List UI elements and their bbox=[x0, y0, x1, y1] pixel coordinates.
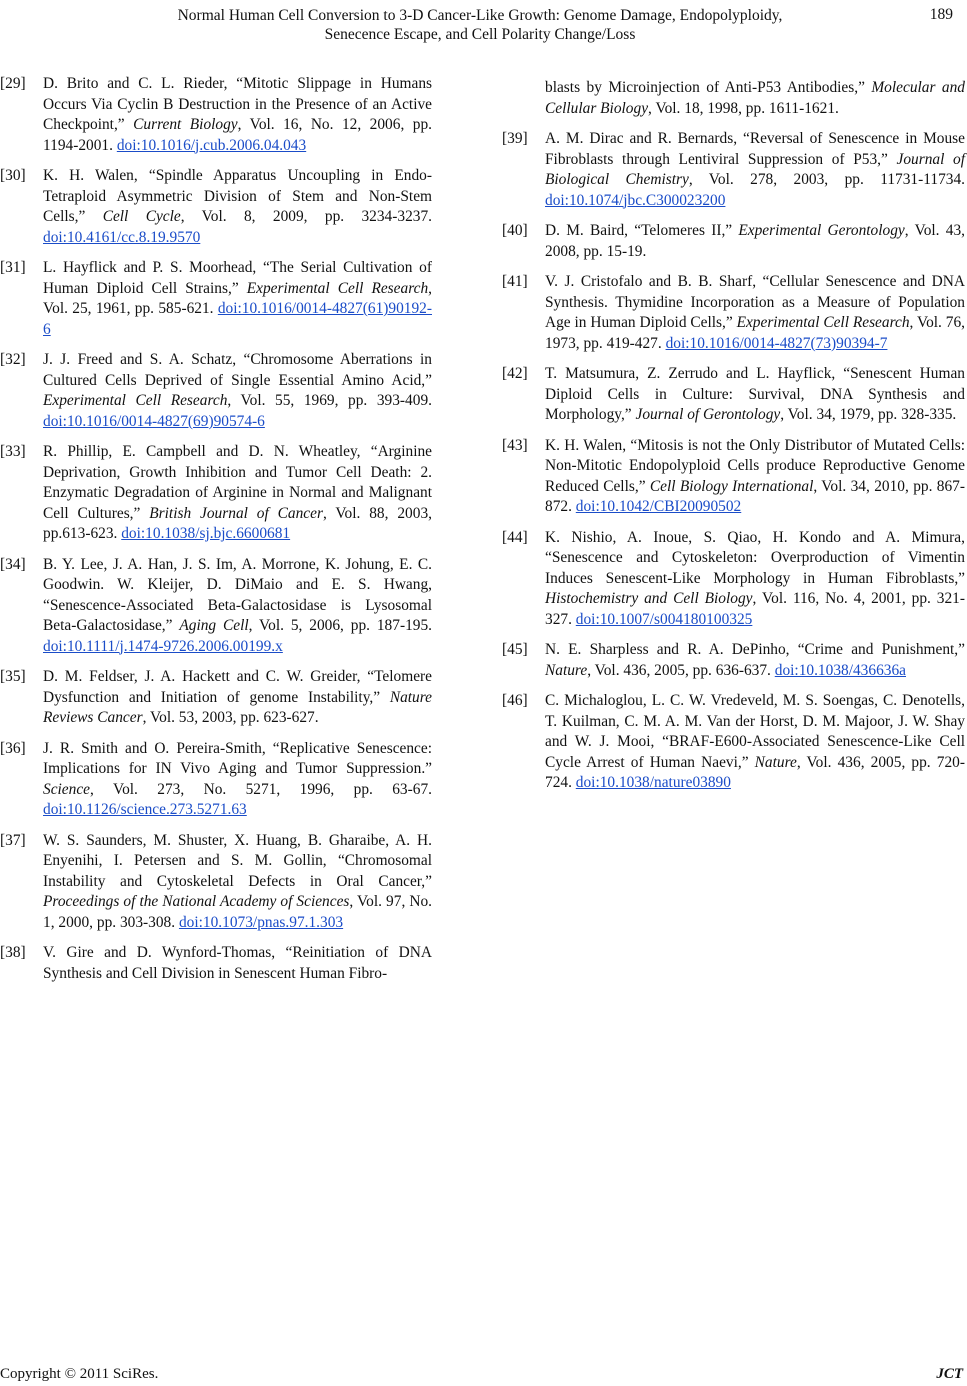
reference-journal: Experimental Cell Research bbox=[736, 314, 910, 331]
running-title bbox=[60, 6, 900, 44]
reference-body bbox=[545, 528, 965, 631]
reference-text: blasts by Microinjection of Anti-P53 Antibodies,” bbox=[545, 79, 872, 96]
reference-item bbox=[502, 691, 965, 794]
reference-journal: Cell Cycle bbox=[102, 208, 181, 225]
reference-journal: Proceedings of the National Academy of Sciences bbox=[43, 893, 350, 910]
doi-link[interactable]: doi:10.1016/0014-4827(69)90574-6 bbox=[43, 412, 265, 430]
reference-journal: Aging Cell bbox=[179, 617, 249, 634]
doi-link[interactable]: doi:10.1074/jbc.C300023200 bbox=[545, 191, 726, 209]
reference-column-left bbox=[0, 74, 432, 994]
reference-number: [33] bbox=[0, 443, 26, 460]
reference-details: , Vol. 278, 2003, pp. 11731-11734. bbox=[688, 171, 966, 188]
reference-text: V. Gire and D. Wynford-Thomas, “Reinitiation of DNA Synthesis and Cell Division in Senescent Human Fibro- bbox=[43, 944, 432, 982]
reference-journal: Cell Biology International bbox=[649, 477, 814, 495]
reference-details: , Vol. 16, No. 12, 2006, pp. 1194-2001. bbox=[43, 116, 433, 154]
reference-journal: Nature bbox=[545, 661, 588, 679]
reference-body bbox=[545, 640, 965, 681]
reference-item bbox=[502, 528, 965, 631]
reference-text: K. H. Walen, “Spindle Apparatus Uncoupling in Endo-Tetraploid Asymmetric Division of Stem and Non-Stem Cells,” bbox=[43, 167, 432, 225]
reference-details: , Vol. 55, 1969, pp. 393-409. bbox=[227, 392, 432, 409]
reference-text: K. Nishio, A. Inoue, S. Qiao, H. Kondo and A. Mimura, “Senescence and Cytoskeleton: Overproduction of Vimentin Induces Senescent-Like Morphology in Human Fibroblasts,” bbox=[545, 528, 965, 587]
reference-body bbox=[43, 667, 432, 729]
reference-number: [37] bbox=[0, 831, 26, 849]
doi-link[interactable]: doi:10.1126/science.273.5271.63 bbox=[43, 801, 247, 818]
reference-body bbox=[545, 364, 965, 426]
reference-details: , Vol. 436, 2005, pp. 720-724. bbox=[545, 753, 965, 791]
reference-body bbox=[545, 221, 965, 262]
doi-link[interactable]: doi:10.1042/CBI20090502 bbox=[575, 498, 742, 515]
reference-body bbox=[43, 74, 432, 156]
reference-text: D. M. Baird, “Telomeres II,” bbox=[545, 222, 739, 239]
reference-details: , Vol. 43, 2008, pp. 15-19. bbox=[545, 222, 966, 260]
reference-number: [45] bbox=[502, 641, 528, 658]
reference-text: N. E. Sharpless and R. A. DePinho, “Crime and Punishment,” bbox=[545, 641, 965, 658]
doi-link[interactable]: doi:10.1038/nature03890 bbox=[575, 774, 731, 791]
reference-number: [40] bbox=[502, 222, 528, 239]
journal-abbreviation: JCT bbox=[936, 1366, 963, 1382]
running-title-line-1: Normal Human Cell Conversion to 3-D Cancer-Like Growth: Genome Damage, Endopolyploidy, bbox=[177, 7, 783, 24]
reference-details: , Vol. 34, 2010, pp. 867-872. bbox=[545, 477, 966, 515]
reference-details: , Vol. 88, 2003, pp.613-623. bbox=[43, 504, 432, 542]
reference-number: [31] bbox=[0, 259, 26, 276]
reference-details: , Vol. 5, 2006, pp. 187-195. bbox=[248, 617, 433, 634]
reference-body bbox=[43, 258, 432, 340]
reference-body bbox=[43, 442, 432, 545]
reference-item bbox=[0, 258, 432, 340]
reference-number: [43] bbox=[502, 436, 528, 454]
reference-journal: Journal of Biological Chemistry bbox=[545, 150, 965, 188]
reference-column-right bbox=[502, 78, 965, 804]
doi-link[interactable]: doi:10.1016/0014-4827(61)90192-6 bbox=[43, 300, 432, 338]
reference-item bbox=[0, 350, 432, 432]
reference-journal: Current Biology bbox=[133, 116, 238, 133]
copyright-notice: Copyright © 2011 SciRes. bbox=[0, 1366, 159, 1382]
reference-number: [41] bbox=[502, 273, 528, 290]
reference-text: L. Hayflick and P. S. Moorhead, “The Serial Cultivation of Human Diploid Cell Strains,” bbox=[43, 259, 432, 297]
reference-item bbox=[0, 555, 432, 658]
reference-continuation bbox=[502, 78, 965, 119]
reference-body bbox=[43, 555, 432, 658]
reference-text: J. R. Smith and O. Pereira-Smith, “Replicative Senescence: Implications for IN Vivo Aging and Tumor Suppression.” bbox=[43, 739, 432, 777]
reference-body bbox=[43, 739, 432, 821]
reference-body bbox=[545, 129, 965, 211]
reference-number: [35] bbox=[0, 668, 26, 685]
reference-details: , Vol. 34, 1979, pp. 328-335. bbox=[780, 406, 957, 423]
reference-text: J. J. Freed and S. A. Schatz, “Chromosome Aberrations in Cultured Cells Deprived of Single Essential Amino Acid,” bbox=[43, 351, 432, 389]
doi-link[interactable]: doi:10.1016/j.cub.2006.04.043 bbox=[116, 136, 307, 154]
reference-text: R. Phillip, E. Campbell and D. N. Wheatley, “Arginine Deprivation, Growth Inhibition and Tumor Cell Death: 2. Enzymatic Degradation of Arginine in Normal and Malignant Cell Cultures,” bbox=[43, 443, 432, 522]
reference-body bbox=[43, 350, 432, 432]
reference-item bbox=[0, 442, 432, 545]
reference-text: T. Matsumura, Z. Zerrudo and L. Hayflick, “Senescent Human Diploid Cells in Culture: Survival, DNA Synthesis and Morphology,” bbox=[545, 365, 965, 423]
page-number: 189 bbox=[929, 6, 953, 23]
doi-link[interactable]: doi:10.1007/s004180100325 bbox=[575, 610, 753, 628]
reference-item bbox=[502, 436, 965, 518]
doi-link[interactable]: doi:10.1038/sj.bjc.6600681 bbox=[121, 525, 291, 542]
reference-text: W. S. Saunders, M. Shuster, X. Huang, B. Gharaibe, A. H. Enyenihi, I. Petersen and S. M. Gollin, “Chromosomal Instability and Cytoskeletal Defects in Oral Cancer,” bbox=[43, 831, 432, 890]
reference-text: C. Michaloglou, L. C. W. Vredeveld, M. S. Soengas, C. Denotells, T. Kuilman, C. M. A. M. Van der Horst, D. M. Majoor, J. W. Shay and W. J. Mooi, “BRAF-E600-Associated Senescence-Like Cell Cycle Arrest of Human Naevi,” bbox=[545, 692, 965, 771]
page-header bbox=[0, 0, 967, 50]
reference-details: , Vol. 18, 1998, pp. 1611-1621. bbox=[648, 99, 839, 117]
reference-journal: Science bbox=[43, 780, 90, 798]
reference-item bbox=[502, 640, 965, 681]
reference-item bbox=[0, 166, 432, 248]
reference-text: B. Y. Lee, J. A. Han, J. S. Im, A. Morrone, K. Johung, E. C. Goodwin. W. Kleijer, D. DiMaio and E. S. Hwang, “Senescence-Associated Beta-Galactosidase is Lysosomal Beta-Galactosidase,” bbox=[43, 555, 432, 634]
doi-link[interactable]: doi:10.1073/pnas.97.1.303 bbox=[178, 913, 344, 931]
reference-item bbox=[502, 272, 965, 354]
reference-journal: Nature Reviews Cancer bbox=[43, 688, 432, 726]
doi-link[interactable]: doi:10.4161/cc.8.19.9570 bbox=[43, 228, 201, 246]
running-title-line-2: Senecence Escape, and Cell Polarity Change/Loss bbox=[324, 26, 636, 43]
reference-item bbox=[0, 74, 432, 156]
reference-body bbox=[545, 436, 965, 518]
reference-text: K. H. Walen, “Mitosis is not the Only Distributor of Mutated Cells: Non-Mitotic Endopolyploid Cells produce Reproductive Genome Reduced Cells,” bbox=[545, 436, 965, 495]
reference-item bbox=[0, 667, 432, 729]
reference-number: [36] bbox=[0, 739, 26, 757]
reference-journal: British Journal of Cancer bbox=[149, 504, 323, 522]
doi-link[interactable]: doi:10.1038/436636a bbox=[774, 661, 906, 679]
reference-journal: Experimental Cell Research bbox=[43, 392, 228, 409]
reference-details: , Vol. 53, 2003, pp. 623-627. bbox=[142, 709, 319, 726]
reference-text: D. M. Feldser, J. A. Hackett and C. W. Greider, “Telomere Dysfunction and Initiation of genome Instability,” bbox=[43, 668, 432, 706]
reference-number: [32] bbox=[0, 351, 26, 368]
reference-item bbox=[502, 129, 965, 211]
reference-text: D. Brito and C. L. Rieder, “Mitotic Slippage in Humans Occurs Via Cyclin B Destruction in the Presence of an Active Checkpoint,” bbox=[43, 75, 432, 133]
reference-journal: Journal of Gerontology bbox=[635, 406, 781, 423]
reference-number: [46] bbox=[502, 692, 528, 709]
reference-details: , Vol. 25, 1961, pp. 585-621. bbox=[43, 279, 433, 317]
reference-number: [42] bbox=[502, 365, 528, 382]
reference-details: , Vol. 273, No. 5271, 1996, pp. 63-67. bbox=[90, 780, 432, 798]
reference-body bbox=[43, 831, 432, 934]
reference-body bbox=[545, 691, 965, 794]
reference-item bbox=[0, 943, 432, 984]
reference-number: [39] bbox=[502, 130, 528, 147]
reference-number: [44] bbox=[502, 528, 528, 546]
reference-item bbox=[0, 739, 432, 821]
reference-item bbox=[502, 364, 965, 426]
reference-number: [38] bbox=[0, 944, 26, 961]
reference-details: , Vol. 76, 1973, pp. 419-427. bbox=[545, 314, 966, 352]
reference-details: , Vol. 116, No. 4, 2001, pp. 321-327. bbox=[545, 590, 966, 628]
reference-text: A. M. Dirac and R. Bernards, “Reversal of Senescence in Mouse Fibroblasts through Lentiviral Suppression of P53,” bbox=[545, 130, 965, 168]
reference-item bbox=[502, 221, 965, 262]
reference-journal: Molecular and Cellular Biology bbox=[545, 79, 965, 117]
reference-number: [34] bbox=[0, 555, 26, 573]
reference-journal: Nature bbox=[754, 753, 797, 771]
reference-details: , Vol. 97, No. 1, 2000, pp. 303-308. bbox=[43, 893, 432, 931]
reference-body bbox=[43, 166, 432, 248]
doi-link[interactable]: doi:10.1016/0014-4827(73)90394-7 bbox=[665, 334, 888, 352]
reference-details: , Vol. 8, 2009, pp. 3234-3237. bbox=[180, 208, 433, 225]
reference-journal: Experimental Gerontology bbox=[738, 222, 905, 239]
reference-text: V. J. Cristofalo and B. B. Sharf, “Cellular Senescence and DNA Synthesis. Thymidine Incorporation as a Measure of Population Age in Human Diploid Cells,” bbox=[545, 273, 965, 331]
doi-link[interactable]: doi:10.1111/j.1474-9726.2006.00199.x bbox=[43, 637, 283, 655]
reference-number: [29] bbox=[0, 75, 26, 92]
reference-body bbox=[43, 943, 432, 984]
reference-number: [30] bbox=[0, 167, 26, 184]
reference-journal: Experimental Cell Research bbox=[246, 279, 429, 297]
reference-details: , Vol. 436, 2005, pp. 636-637. bbox=[587, 661, 775, 679]
reference-journal: Histochemistry and Cell Biology bbox=[545, 590, 753, 607]
reference-item bbox=[0, 831, 432, 934]
reference-body bbox=[545, 272, 965, 354]
